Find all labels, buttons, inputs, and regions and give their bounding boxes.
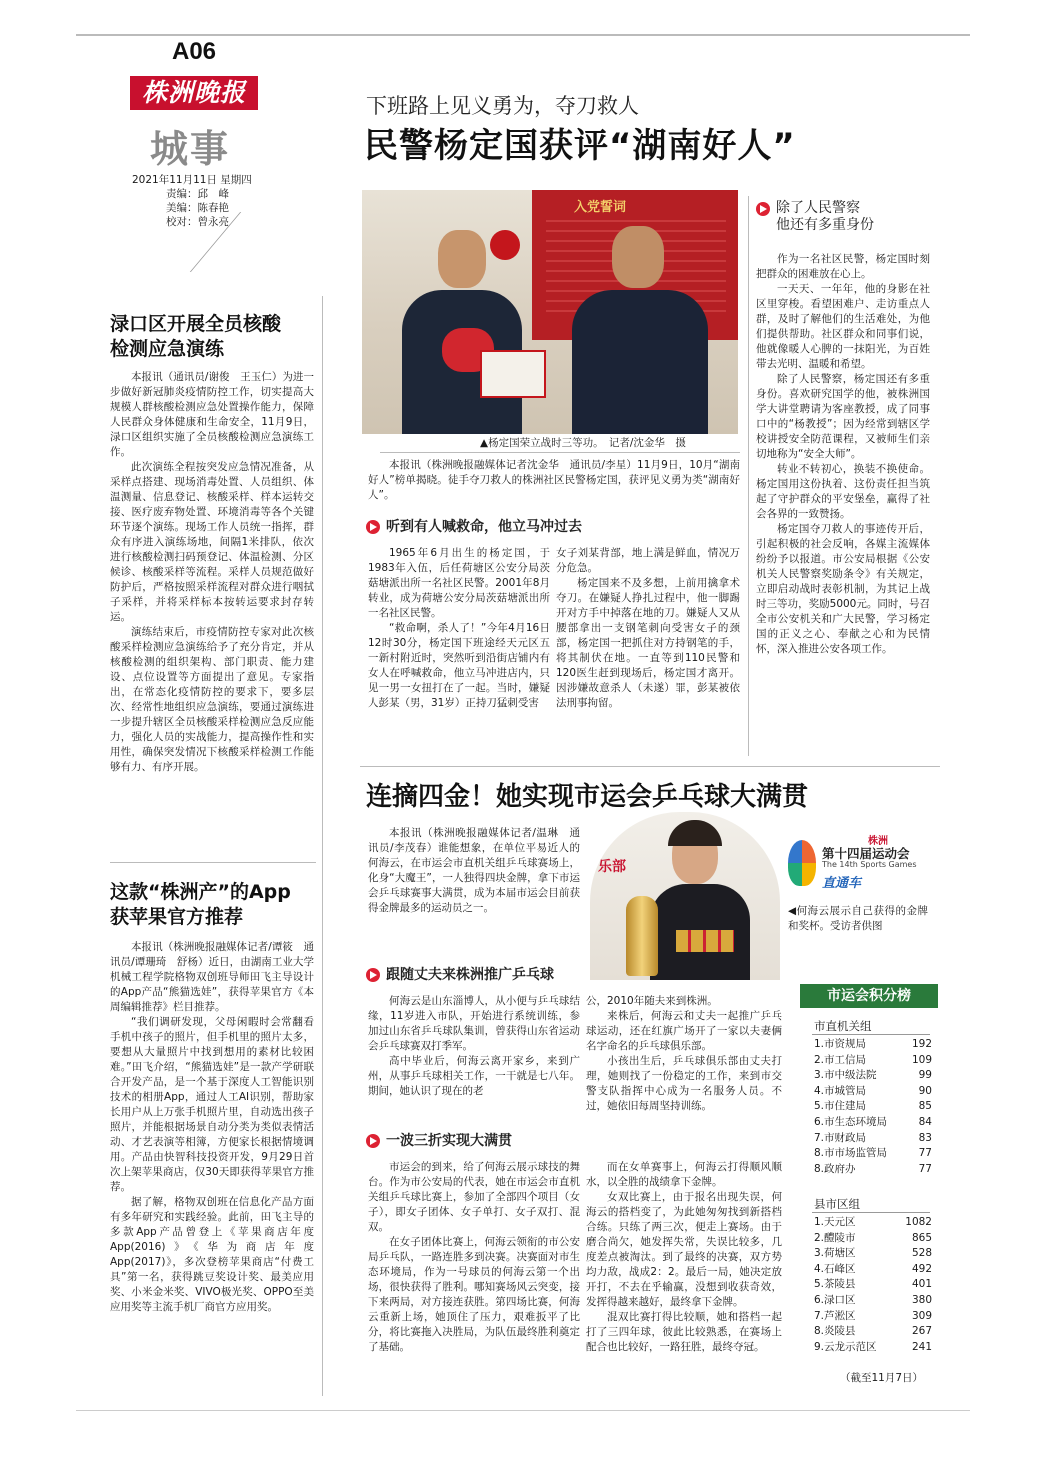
team-name: 3.荷塘区 [814,1247,856,1260]
team-points: 1082 [905,1216,932,1228]
left-story-rule [110,862,316,863]
sports-subhead-1: 跟随丈夫来株洲推广乒乓球 [366,966,554,984]
lead-col-3: 作为一名社区民警，杨定国时刻把群众的困难放在心上。 一天天、一年年，他的身影在社区里穿梭。看望困难户、走访重点人群，及时了解他们的生活难处，为他们提供帮助。社区群众和同事们说，他就像暖人心脾的一抹阳光，为百姓带去光明、温暖和希望。 除了人民警察，杨定国还有多重身份。喜欢研究国学的他，被株洲国学大讲堂聘请为客座教授，成了同事口中的“杨教授”；因为经常到辖区学校讲授安全防范课程，又被师生们亲切地称为“安全大师”。 转业不转初心，换装不换使命。杨定国用这份执着、这份责任担当筑起了守护群众的平安堡垒，赢得了社会各界的一致赞扬。 杨定国夺刀救人的事迹传开后，引起积极的社会反响，各媒主流媒体纷纷予以报道。市公安局根据《公安机关人民警察奖励条令》有关规定，立即启动战时表彰机制，为其记上战时三等功，奖励5000元。同时，号召全市公安机关和广大民警，学习杨定国的正义之心、奉献之心和为民情怀，深入推进公安各项工作。 [756,253,930,655]
team-points: 99 [918,1069,932,1082]
page-number: A06 [172,38,217,65]
team-name: 4.石峰区 [814,1262,856,1275]
sports-col-b1: 公，2010年随夫来到株洲。 来株后，何海云和丈夫一起推广乒乓球运动，还在红旗广场开了一家以夫妻俩名字命名的乒乓球俱乐部。 小孩出生后，乒乓球俱乐部由丈夫打理，她则找了一份稳定的工作，来到市交警支队指挥中心成为一名服务人员。不过，她依旧每周坚持训练。 [586,995,782,1112]
lead-intro: 本报讯（株洲晚报融媒体记者沈金华 通讯员/李星）11月9日，10月“湖南好人”榜单揭晓。徒手夺刀救人的株洲社区民警杨定国，获评见义勇为类“湖南好人”。 [368,459,740,501]
standings-row [814,1277,932,1293]
standings-row [814,1068,932,1084]
standings-row [814,1324,932,1340]
athlete-caption: ◀何海云展示自己获得的金牌和奖杯。受访者供图 [788,905,928,932]
standings-group1 [814,1037,932,1177]
left2-body: 本报讯（株洲晚报融媒体记者/谭筱 通讯员/谭珊琦 舒杨）近日，由湖南工业大学机械工程学院格物双创班导师田飞主导设计的App产品“熊猫选娃”，获得苹果官方《本周编辑推荐》栏目推荐。 “我们调研发现，父母闲暇时会常翻看手机中孩子的照片，但手机里的照片太多，要想从大量照片中找到想用的素材比较困难。”田飞介绍，“熊猫选娃”是一款产学研联合开发产品，是一个基于深度人工智能识别技术的相册App，通过人工AI识别，帮助家长用户从上万张手机照片里，自动选出孩子照片，并能根据场景自动分类为类似表情活动、才艺表演等相簿，方便家长根据情境调用。产品由快智科技投资开发，9月29日首次上架苹果商店，仅30天即获得苹果官方推荐。 据了解，格物双创班在信息化产品方面有多年研究和实践经验。此前，田飞主导的多款App产品曾登上《苹果商店年度App(2016)》《华为商店年度App(2017)》，多次登榜苹果商店“付费工具”第一名，获得跳豆奖设计奖、最美应用奖、小米金米奖、VIVO极光奖、OPPO至美应用奖等主流手机厂商官方应用奖。 [110,941,314,1313]
top-rule [76,34,970,36]
red-bullet-icon [366,1134,380,1148]
team-name: 8.市市场监管局 [814,1147,888,1160]
team-points: 109 [911,1053,932,1066]
team-name: 5.茶陵县 [814,1278,856,1291]
team-name: 1.天元区 [814,1216,856,1228]
standings-row [814,1215,932,1231]
left2-headline: 这款“株洲产”的App 获苹果官方推荐 [110,881,291,928]
standings-row [814,1162,932,1178]
medals [676,930,734,952]
standings-row [814,1115,932,1131]
lead-photo-caption: ▲杨定国荣立战时三等功。 记者/沈金华 摄 [480,437,686,449]
team-points: 528 [911,1247,932,1260]
designer-credit: 美编：陈春艳 [166,202,229,214]
sports-headline: 连摘四金！她实现市运会乒乓球大满贯 [366,782,809,812]
left1-body: 本报讯（通讯员/谢俊 王玉仁）为进一步做好新冠肺炎疫情防控工作，切实提高大规模人群核酸检测应急处置操作能力，保障人民群众身体健康和生命安全，11月9日，渌口区组织实施了全员核酸检测应急演练工作。 此次演练全程按突发应急情况准备，从采样点搭建、现场消毒处置、人员组织、体温测量、信息登记、核酸采样、样本运转交接、医疗废弃物处置、环境消毒等各个关键环节逐个演练。现场工作人员统一指挥，群众有序进入演练场地，间隔1米排队，依次进行核酸检测扫码预登记、体温检测、分区候诊、核酸采样等流程。采样人员规范做好防护后，严格按照采样流程对群众进行咽拭子采样，并将采样标本按转运要求封存转运。 演练结束后，市疫情防控专家对此次核酸采样检测应急演练给予了充分肯定，并从核酸检测的组织架构、部门职责、能力建设、点位设置等方面提出了意见。专家指出，在常态化疫情防控的要求下，要多层次、经常性地组织应急演练，要通过演练进一步提升辖区全员核酸采样检测应急反应能力，强化人员的实战能力，提高操作性和实用性，确保突发情况下核酸采样检测工作能够有力、有序开展。 [110,371,314,773]
newspaper-logo: 株洲晚报 [130,76,258,110]
team-name: 2.醴陵市 [814,1231,856,1244]
red-bullet-icon [366,520,380,534]
team-name: 5.市住建局 [814,1100,867,1113]
lead-right-rule [748,196,749,756]
team-points: 267 [911,1325,932,1338]
issue-date: 2021年11月11日 星期四 [132,174,252,186]
team-points: 192 [911,1038,932,1050]
section-name: 城事 [150,126,231,171]
team-points: 492 [911,1262,932,1275]
team-points: 380 [911,1293,932,1306]
standings-row [814,1262,932,1278]
athlete-photo [590,812,780,980]
team-name: 4.市城管局 [814,1084,867,1097]
standings-row [814,1084,932,1100]
team-points: 84 [918,1115,932,1128]
officer-right [572,226,708,434]
standings-row [814,1231,932,1247]
group1-rule [812,1034,930,1035]
sports-top-rule [360,766,940,767]
bottom-rule [76,1410,970,1411]
team-points: 85 [918,1100,932,1113]
standings-row [814,1146,932,1162]
lead-subhead-1: 听到有人喊救命，他立马冲过去 [366,518,582,536]
team-points: 77 [918,1147,932,1160]
team-name: 7.市财政局 [814,1131,867,1144]
sports-intro: 本报讯（株洲晚报融媒体记者/温琳 通讯员/李茂春）谁能想象，在单位平易近人的何海云，在市运会市直机关组乒乓球赛场上，化身“大魔王”，一人独得四块金牌，拿下市运会乒乓球赛事大满贯，成为本届市运会目前获得金牌最多的运动员之一。 [368,827,580,914]
team-name: 1.市资规局 [814,1038,867,1050]
lead-subhead-2: 除了人民警察 他还有多重身份 [756,200,874,234]
games-flame-icon [788,840,816,886]
standings-row [814,1053,932,1069]
trophy-icon [626,896,658,976]
standings-row [814,1037,932,1053]
lead-kicker: 下班路上见义勇为，夺刀救人 [366,94,639,118]
team-points: 90 [918,1084,932,1097]
team-points: 865 [911,1231,932,1244]
team-name: 9.云龙示范区 [814,1340,877,1353]
team-points: 83 [918,1131,932,1144]
lead-col-1: 1965年6月出生的杨定国，于1983年入伍，后任荷塘区公安分局茨菇塘派出所一名社区民警。2001年8月转业，成为荷塘公安分局茨菇塘派出所一名社区民警。 “救命啊，杀人了！”今年4月16日12时30分，杨定国下班途经天元区五一新村附近时，突然听到沿街店铺内有女人在呼喊救命，他立马冲进店内，只见一男一女扭打在了一起。当时，嫌疑人彭某（男，31岁）正持刀猛刺受害 [368,547,550,709]
standings-group1-title: 市直机关组 [814,1019,872,1033]
team-name: 2.市工信局 [814,1053,867,1066]
standings-group2-title: 县市区组 [814,1197,860,1211]
sports-col-a2: 市运会的到来，给了何海云展示球技的舞台。作为市公安局的代表，她在市运会市直机关组乒乓球比赛上，参加了全部四个项目（女子），即女子团体、女子单打、女子双打、混双。 在女子团体比赛上，何海云领衔的市公安局乒乓队，一路连胜多到决赛。决赛面对市生态环境局，作为一号球员的何海云第一个出场，很快获得了胜利。哪知赛场风云突变，接下来两局，对方接连获胜。第四场比赛，何海云重新上场，她顶住了压力，艰难扳平了比分，将比赛拖入决胜局，为队伍最终胜利奠定了基础。 [368,1161,580,1353]
sports-games-logo: 株洲 第十四届运动会 The 14th Sports Games 直通车 [788,832,936,894]
officer-left [402,230,522,434]
proof-credit: 校对：曾永亮 [166,216,229,228]
standings-row [814,1099,932,1115]
sports-col-b2: 而在女单赛事上，何海云打得顺风顺水，以全胜的战绩拿下金牌。 女双比赛上，由于报名出现失误，何海云的搭档变了，为此她匆匆找到新搭档合练。只练了两三次，便走上赛场。由于磨合尚欠，她发挥失常，失误比较多，几度差点被淘汰。到了最终的决赛，双方势均力敌，战成2：2。最后一局，她决定放开打，不去在乎输赢，没想到收获奇效，发挥得越来越好，最终拿下金牌。 混双比赛打得比较顺，她和搭档一起打了三四年球，彼此比较熟悉，在赛场上配合也比较好，一路狂胜，最终夺冠。 [586,1161,782,1353]
team-points: 401 [911,1278,932,1291]
athlete-hair [668,820,722,846]
lead-col-2: 女子刘某背部，地上满是鲜血，情况万分危急。 杨定国来不及多想，上前用擒拿术夺刀。在嫌疑人挣扎过程中，他一脚踢开对方手中掉落在地的刀。嫌疑人又从腰部拿出一支钢笔刺向受害女子的颈部，杨定国一把抓住对方持钢笔的手，将其制伏在地。一直等到110民警和120医生赶到现场后，杨定国才离开。因涉嫌故意杀人（未遂）罪，彭某被依法刑事拘留。 [556,547,740,709]
standings-row [814,1246,932,1262]
team-points: 241 [911,1340,932,1353]
sports-col-a1: 何海云是山东淄博人，从小便与乒乓球结缘，11岁进入市队，开始进行系统训练，参加过山东省乒乓球队集训，曾获得山东省运动会乒乓球赛双打季军。 高中毕业后，何海云离开家乡，来到广州，从事乒乓球相关工作，一干就是七八年。期间，她认识了现在的老 [368,995,580,1097]
standings-row [814,1309,932,1325]
red-bullet-icon [366,968,380,982]
standings-title: 市运会积分榜 [800,984,938,1008]
red-bullet-icon [756,202,770,216]
standings-note: （截至11月7日） [840,1372,924,1384]
team-name: 6.渌口区 [814,1293,856,1306]
standings-row [814,1340,932,1356]
caption-rule [380,452,740,453]
left-col-rule [322,296,323,1396]
team-name: 3.市中级法院 [814,1069,877,1082]
team-name: 8.炎陵县 [814,1325,856,1338]
club-sign: 乐部 [598,859,626,875]
left1-headline: 渌口区开展全员核酸 检测应急演练 [110,313,282,360]
lead-photo [362,190,738,434]
team-name: 7.芦淞区 [814,1309,856,1322]
standings-row [814,1131,932,1147]
lead-headline: 民警杨定国获评“湖南好人” [364,126,796,166]
team-name: 8.政府办 [814,1162,856,1175]
team-points: 309 [911,1309,932,1322]
editor-credit: 责编：邱 峰 [166,188,229,200]
sports-subhead-2: 一波三折实现大满贯 [366,1132,512,1150]
team-points: 77 [918,1162,932,1175]
oath-banner: 入党誓词 [574,200,627,215]
group2-rule [812,1212,930,1213]
standings-group2 [814,1215,932,1355]
standings-row [814,1293,932,1309]
team-name: 6.市生态环境局 [814,1115,888,1128]
certificate [480,350,546,398]
